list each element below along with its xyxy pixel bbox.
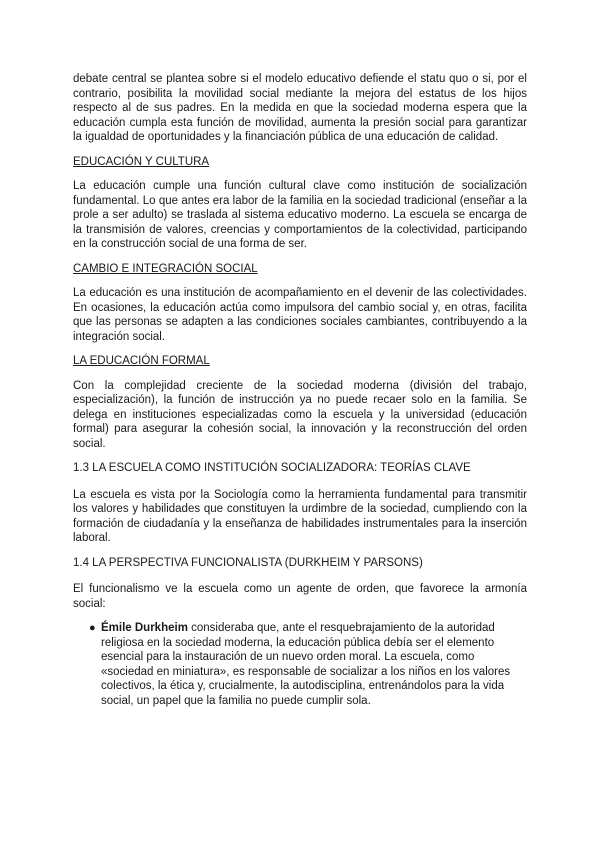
section-heading-escuela-socializadora: 1.3 LA ESCUELA COMO INSTITUCIÓN SOCIALIZADORA: TEORÍAS CLAVE (73, 462, 471, 474)
section-heading-educacion-formal: LA EDUCACIÓN FORMAL (73, 355, 210, 367)
section-paragraph-cambio-integracion: La educación es una institución de acompañamiento en el devenir de las colectividades. En ocasiones, la educación actúa como impulsora del cambio social y, en otras, facilita que las personas se adapten a las condiciones sociales cambiantes, contribuyendo a la integración social. (73, 287, 527, 343)
intro-paragraph: debate central se plantea sobre si el modelo educativo defiende el statu quo o si, por el contrario, posibilita la movilidad social mediante la mejora del estatus de los hijos respecto al de sus padres. En la medida en que la sociedad moderna espera que la educación cumpla esta función de movilidad, aumenta la presión social para garantizar la igualdad de oportunidades y la financiación pública de una educación de calidad. (73, 73, 527, 143)
bullet-bold-name: Émile Durkheim (101, 622, 188, 634)
list-item (73, 621, 527, 708)
section-paragraph-escuela-socializadora: La escuela es vista por la Sociología como la herramienta fundamental para transmitir los valores y habilidades que constituyen la urdimbre de la sociedad, cumpliendo con la formación de ciudadanía y la enseñanza de habilidades instrumentales para la inserción laboral. (73, 488, 527, 544)
section-paragraph-perspectiva-funcionalista: El funcionalismo ve la escuela como un agente de orden, que favorece la armonía social: (73, 583, 527, 610)
bullet-text: consideraba que, ante el resquebrajamiento de la autoridad religiosa en la sociedad moderna, la educación pública debía ser el elemento esencial para la instauración de un nuevo orden moral. La escuela, como «sociedad en miniatura», es responsable de socializar a los niños en los valores colectivos, la ética y, crucialmente, la autodisciplina, entrenándolos para la vida social, un papel que la familia no puede cumplir sola. (101, 622, 511, 707)
section-paragraph-educacion-formal: Con la complejidad creciente de la sociedad moderna (división del trabajo, especialización), la función de instrucción ya no puede recaer solo en la familia. Se delega en instituciones especializadas como la escuela y la universidad (educación formal) para asegurar la cohesión social, la innovación y la reconstrucción del orden social. (73, 379, 527, 450)
bullet-icon: ● (89, 622, 96, 634)
document-page (73, 72, 527, 708)
section-heading-perspectiva-funcionalista: 1.4 LA PERSPECTIVA FUNCIONALISTA (DURKHEIM Y PARSONS) (73, 556, 423, 569)
section-paragraph-educacion-cultura: La educación cumple una función cultural clave como institución de socialización fundamental. Lo que antes era labor de la familia en la sociedad tradicional (enseñar a la prole a ser adulto) se traslada al sistema educativo moderno. La escuela se encarga de la transmisión de valores, creencias y comportamientos de la colectividad, participando en la construcción social de una forma de ser. (73, 180, 527, 250)
section-heading-cambio-integracion: CAMBIO E INTEGRACIÓN SOCIAL (73, 262, 258, 275)
bullet-list (73, 621, 527, 708)
section-heading-educacion-cultura: EDUCACIÓN Y CULTURA (73, 155, 210, 168)
